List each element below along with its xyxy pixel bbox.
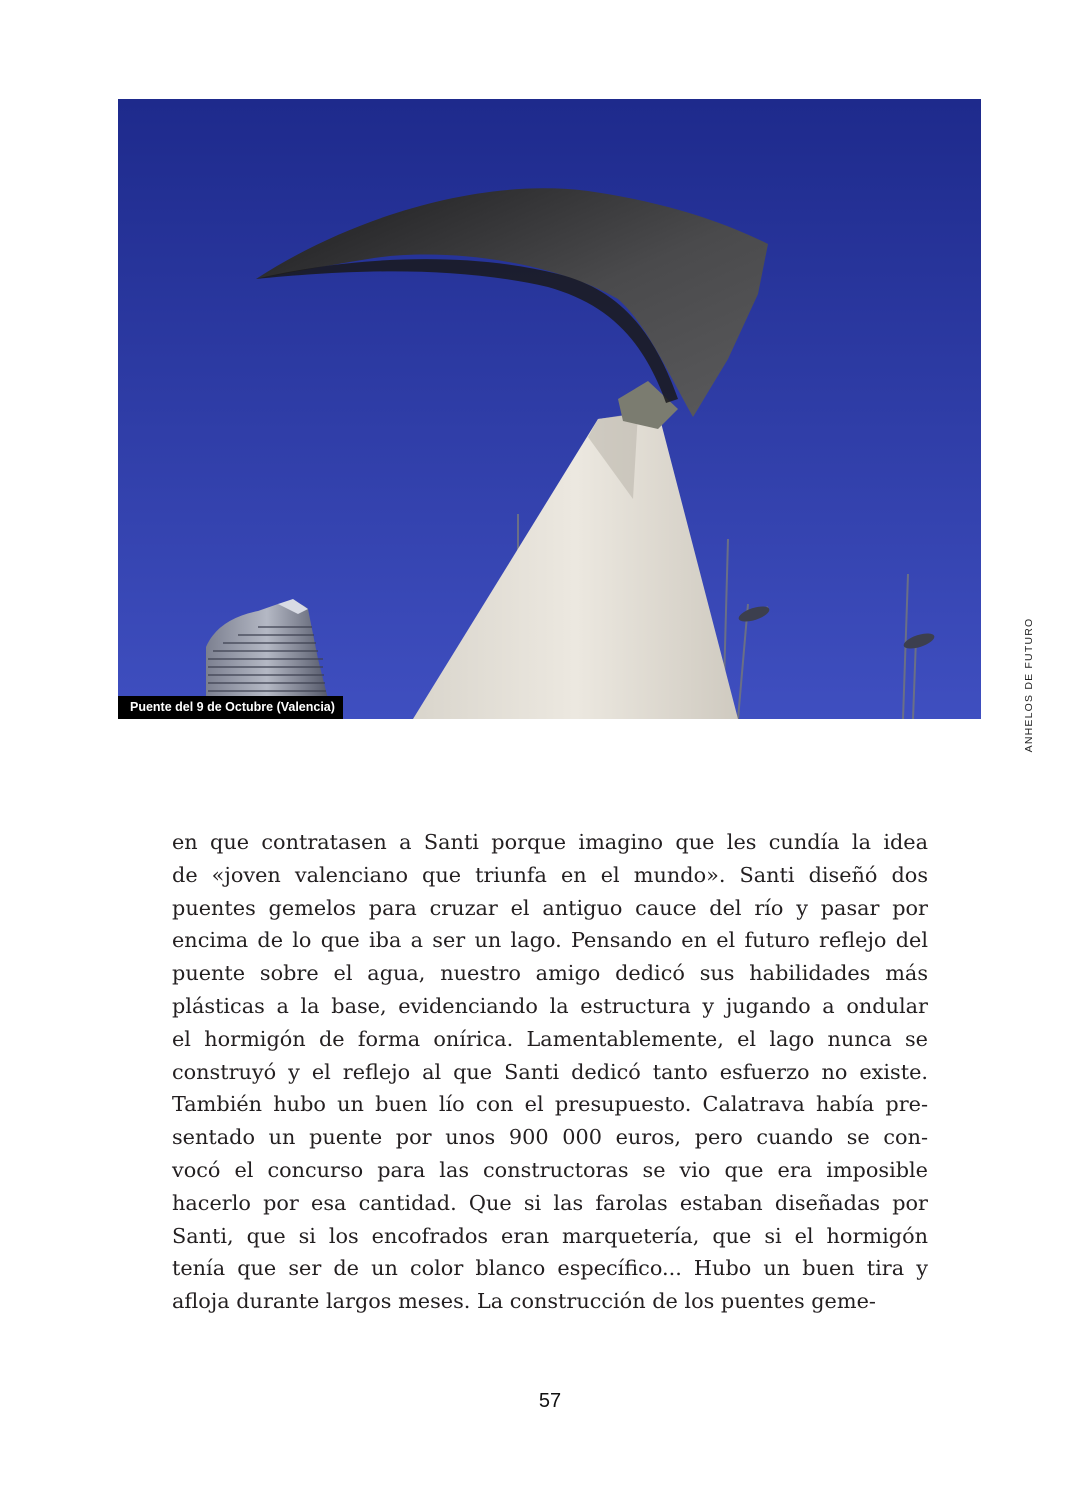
text-line: el hormigón de forma onírica. Lamentablemente, el lago nunca se: [172, 1026, 928, 1051]
text-line: También hubo un buen lío con el presupuesto. Calatrava había pre-: [172, 1092, 928, 1117]
running-head: [1018, 617, 1040, 753]
bridge-photo: [118, 99, 981, 719]
text-line: construyó y el reflejo al que Santi dedicó tanto esfuerzo no existe.: [172, 1059, 928, 1084]
page-number: 57: [538, 1390, 562, 1412]
text-line: hacerlo por esa cantidad. Que si las farolas estaban diseñadas por: [172, 1190, 928, 1215]
photo-caption: Puente del 9 de Octubre (Valencia): [118, 696, 343, 719]
text-line: tenía que ser de un color blanco específico... Hubo un buen tira y: [172, 1256, 928, 1281]
text-line: plásticas a la base, evidenciando la estructura y jugando a ondular: [172, 993, 928, 1018]
text-line: puentes gemelos para cruzar el antiguo cauce del río y pasar por: [172, 895, 928, 920]
text-line: de «joven valenciano que triunfa en el mundo». Santi diseñó dos: [172, 862, 928, 887]
text-line: afloja durante largos meses. La construcción de los puentes geme-: [172, 1289, 876, 1314]
text-line: Santi, que si los encofrados eran marquetería, que si el hormigón: [172, 1223, 928, 1248]
text-line: en que contratasen a Santi porque imagino que les cundía la idea: [172, 830, 928, 854]
running-head-text: ANHELOS DE FUTURO: [1023, 617, 1035, 753]
text-line: sentado un puente por unos 900 000 euros, pero cuando se con-: [172, 1125, 928, 1150]
text-line: puente sobre el agua, nuestro amigo dedicó sus habilidades más: [172, 961, 928, 986]
text-line: encima de lo que iba a ser un lago. Pensando en el futuro reflejo del: [172, 928, 928, 953]
text-line: vocó el concurso para las constructoras se vio que era imposible: [172, 1157, 928, 1182]
body-text: [172, 826, 928, 1318]
